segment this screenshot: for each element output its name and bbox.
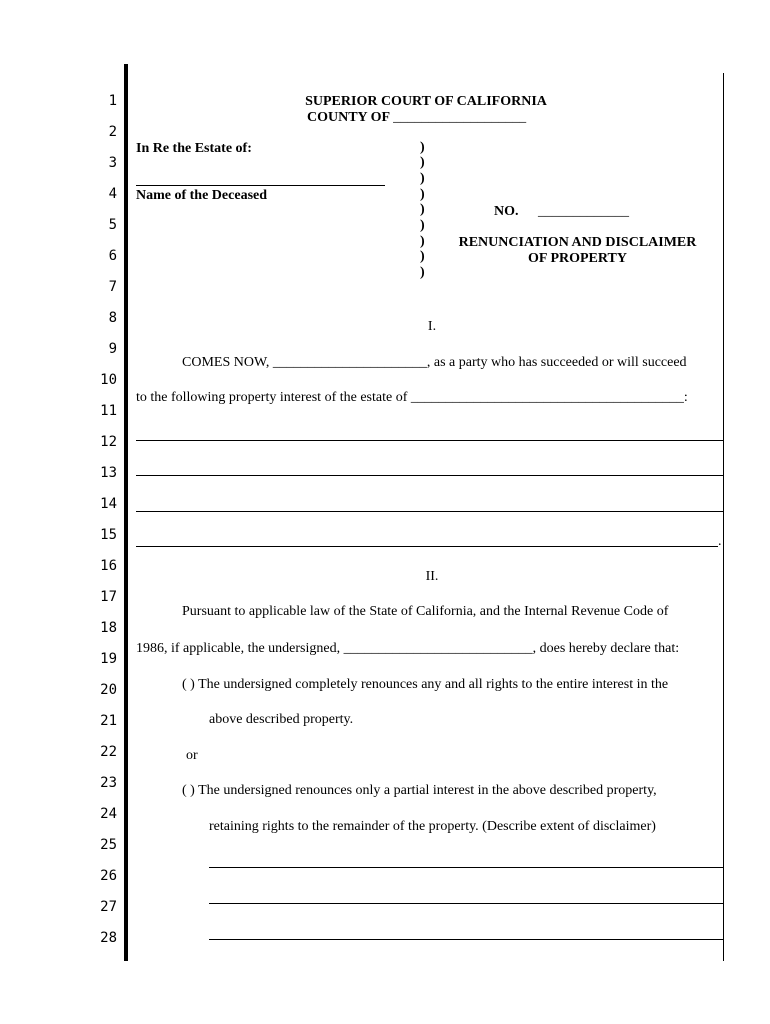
line-number: 26 xyxy=(100,868,117,884)
county-blank[interactable]: ___________________ xyxy=(393,110,527,125)
line-number: 10 xyxy=(100,372,117,388)
document-title-line2: OF PROPERTY xyxy=(528,251,627,266)
option-partial-renunciation[interactable]: ( ) The undersigned renounces only a partial interest in the above described property, xyxy=(182,783,657,798)
section1-para-line2: to the following property interest of the estate of _______________________________________: xyxy=(136,390,688,405)
line-number: 5 xyxy=(108,217,117,233)
line-number: 18 xyxy=(100,620,117,636)
section2-para-line2: 1986, if applicable, the undersigned, ___________________________, does hereby declare that: xyxy=(136,641,680,656)
line-number: 25 xyxy=(100,837,117,853)
disclaimer-extent-line[interactable] xyxy=(209,867,723,868)
case-number-label: NO. xyxy=(494,204,519,219)
caption-paren: ) xyxy=(420,265,425,280)
document-title-line1: RENUNCIATION AND DISCLAIMER xyxy=(458,235,697,250)
deceased-name-line[interactable] xyxy=(136,185,385,186)
caption-paren: ) xyxy=(420,155,425,170)
disclaimer-extent-line[interactable] xyxy=(209,939,723,940)
line-number: 20 xyxy=(100,682,117,698)
caption-paren: ) xyxy=(420,171,425,186)
in-re-estate-label: In Re the Estate of: xyxy=(136,141,252,156)
property-description-line[interactable] xyxy=(136,546,718,547)
deceased-name-label: Name of the Deceased xyxy=(136,188,268,203)
line-number: 24 xyxy=(100,806,117,822)
property-description-line[interactable] xyxy=(136,511,724,512)
section-heading-1: I. xyxy=(427,319,437,334)
line-number: 6 xyxy=(108,248,117,264)
or-separator: or xyxy=(186,748,198,763)
county-label: COUNTY OF xyxy=(307,110,390,125)
left-margin-rule xyxy=(124,64,128,961)
line-number: 8 xyxy=(108,310,117,326)
county-line xyxy=(307,109,526,126)
option-partial-renunciation-cont: retaining rights to the remainder of the property. (Describe extent of disclaimer) xyxy=(209,819,656,834)
line-number: 13 xyxy=(100,465,117,481)
line-number: 17 xyxy=(100,589,117,605)
caption-paren: ) xyxy=(420,234,425,249)
line-number: 4 xyxy=(108,186,117,202)
caption-paren: ) xyxy=(420,140,425,155)
line-number: 12 xyxy=(100,434,117,450)
right-margin-rule xyxy=(723,73,724,961)
caption-paren: ) xyxy=(420,218,425,233)
line-number: 1 xyxy=(108,93,117,109)
line-number: 9 xyxy=(108,341,117,357)
line-number: 27 xyxy=(100,899,117,915)
caption-paren: ) xyxy=(420,249,425,264)
line-number: 3 xyxy=(108,155,117,171)
section-heading-2: II. xyxy=(425,569,439,584)
line-number: 23 xyxy=(100,775,117,791)
option-complete-renunciation-cont: above described property. xyxy=(209,712,354,727)
caption-paren: ) xyxy=(420,202,425,217)
line-number: 11 xyxy=(100,403,117,419)
line-number: 19 xyxy=(100,651,117,667)
end-period: . xyxy=(718,534,722,549)
line-number: 2 xyxy=(108,124,117,140)
section1-para-line1: COMES NOW, ______________________, as a party who has succeeded or will succeed xyxy=(182,355,687,370)
line-number: 21 xyxy=(100,713,117,729)
line-number: 22 xyxy=(100,744,117,760)
case-number-blank[interactable]: _____________ xyxy=(538,204,629,219)
line-number: 16 xyxy=(100,558,117,574)
line-number: 15 xyxy=(100,527,117,543)
option-complete-renunciation[interactable]: ( ) The undersigned completely renounces any and all rights to the entire interest in the xyxy=(182,677,669,692)
disclaimer-extent-line[interactable] xyxy=(209,903,723,904)
section2-para-line1: Pursuant to applicable law of the State of California, and the Internal Revenue Code of xyxy=(182,604,669,619)
property-description-line[interactable] xyxy=(136,475,724,476)
caption-paren: ) xyxy=(420,187,425,202)
court-name: SUPERIOR COURT OF CALIFORNIA xyxy=(305,94,547,109)
line-number: 14 xyxy=(100,496,117,512)
line-number: 28 xyxy=(100,930,117,946)
property-description-line[interactable] xyxy=(136,440,724,441)
line-number: 7 xyxy=(108,279,117,295)
